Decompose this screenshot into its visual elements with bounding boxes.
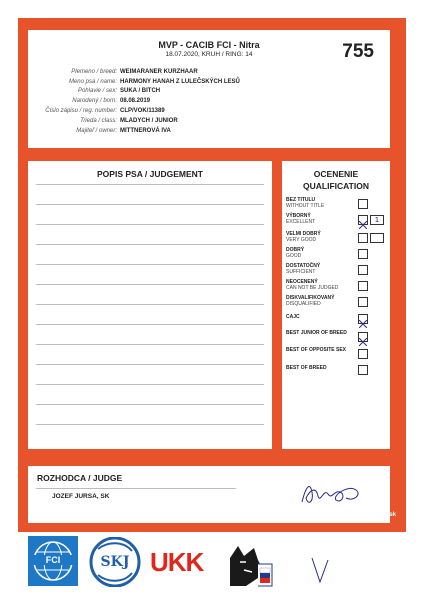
judge-name: JOZEF JURSA, SK	[52, 493, 110, 500]
fci-logo	[28, 536, 78, 586]
dog-info-panel	[28, 30, 390, 148]
grade-without-title	[282, 197, 390, 213]
skj-logo	[86, 537, 144, 587]
writing-line	[36, 404, 264, 405]
skj-logo-text: SKJ	[100, 554, 130, 570]
info-label: Majiteľ / owner:	[76, 128, 117, 134]
info-value: HARMONY HANAH Z LULEČSKÝCH LESŮ	[120, 79, 240, 85]
check-mark-icon	[359, 320, 367, 328]
dog-club-logo	[222, 538, 276, 590]
writing-line	[36, 204, 264, 205]
writing-line	[36, 344, 264, 345]
title-rule	[36, 488, 236, 489]
grade-label: BEZ TITULU	[286, 197, 316, 203]
ink-check-mark	[310, 556, 330, 586]
event-date-ring: 18.07.2020, KRUH / RING: 14	[165, 51, 253, 58]
info-label: Pohlavie / sex:	[77, 88, 117, 94]
grade-cajc	[282, 314, 390, 330]
info-label: Meno psa / name:	[68, 79, 117, 85]
grade-checkbox[interactable]	[358, 199, 368, 209]
judge-signature	[296, 476, 366, 510]
grade-disqualified	[282, 295, 390, 311]
grade-checkbox[interactable]	[358, 349, 368, 359]
grade-sublabel: EXCELLENT	[286, 219, 316, 225]
info-label: Narodený / born:	[72, 98, 117, 104]
title-rule	[36, 184, 264, 185]
grade-checkbox[interactable]	[358, 281, 368, 291]
info-value: MITTNEROVÁ IVA	[120, 128, 171, 134]
grade-checkbox[interactable]	[358, 265, 368, 275]
grade-checkbox[interactable]	[358, 297, 368, 307]
grade-label: DOBRÝ	[286, 247, 305, 253]
grade-label: DISKVALIFIKOVANÝ	[286, 295, 335, 301]
grade-label: BEST JUNIOR OF BREED	[286, 330, 347, 336]
placement-box[interactable]: 1	[370, 215, 384, 225]
grade-best-of-breed	[282, 365, 390, 381]
info-value: SUKA / BITCH	[120, 88, 161, 94]
judge-panel	[28, 466, 390, 523]
judge-title: ROZHODCA / JUDGE	[37, 473, 123, 483]
grade-label: VÝBORNÝ	[286, 213, 311, 219]
fci-logo-text: FCI	[28, 555, 78, 565]
judgement-panel	[28, 161, 272, 449]
ukk-logo	[150, 539, 220, 585]
placement-box[interactable]	[370, 233, 384, 243]
info-value: 08.08.2019	[120, 98, 151, 104]
grade-checkbox[interactable]	[358, 365, 368, 375]
grade-checkbox[interactable]	[358, 332, 368, 342]
grade-sublabel: GOOD	[286, 253, 302, 259]
info-value: WEIMARANER KURZHAAR	[120, 69, 198, 75]
info-label: Plemeno / breed:	[71, 69, 117, 75]
grade-sufficient	[282, 263, 390, 279]
event-title: MVP - CACIB FCI - Nitra	[158, 40, 260, 50]
grade-label: DOSTATOČNÝ	[286, 263, 321, 269]
qualification-title-sk: OCENENIE	[313, 169, 359, 179]
qualification-title-en: QUALIFICATION	[303, 181, 369, 191]
grade-label: BEST OF BREED	[286, 365, 327, 371]
grade-label: BEST OF OPPOSITE SEX	[286, 347, 347, 353]
grade-not-judged	[282, 279, 390, 295]
writing-line	[36, 244, 264, 245]
grade-checkbox[interactable]	[358, 215, 368, 225]
grade-best-junior	[282, 330, 390, 346]
grade-checkbox[interactable]	[358, 314, 368, 324]
writing-line	[36, 424, 264, 425]
grade-excellent	[282, 213, 390, 229]
check-mark-icon	[359, 221, 367, 229]
catalog-number: 755	[342, 41, 374, 62]
grade-good	[282, 247, 390, 263]
info-label: Trieda / class:	[80, 118, 117, 124]
writing-line	[36, 324, 264, 325]
judgement-title: POPIS PSA / JUDGEMENT	[97, 169, 203, 179]
grade-sublabel: SUFFICIENT	[286, 269, 316, 275]
writing-line	[36, 384, 264, 385]
grade-checkbox[interactable]	[358, 233, 368, 243]
grade-best-opposite-sex	[282, 347, 390, 363]
grade-label: NEOCENENÝ	[286, 279, 318, 285]
writing-line	[36, 304, 264, 305]
writing-line	[36, 224, 264, 225]
grade-label: CAJC	[286, 314, 300, 320]
grade-sublabel: VERY GOOD	[286, 237, 317, 243]
check-mark-icon	[359, 338, 367, 346]
writing-line	[36, 264, 264, 265]
qualification-panel	[282, 161, 390, 449]
info-value: CLP/VOK/11389	[120, 108, 165, 114]
info-value: MLADYCH / JUNIOR	[120, 118, 178, 124]
grade-sublabel: CAN NOT BE JUDGED	[286, 285, 339, 291]
website-url[interactable]: www.dogshow.sk	[346, 512, 396, 518]
writing-line	[36, 364, 264, 365]
grade-sublabel: WITHOUT TITLE	[286, 203, 325, 209]
info-label: Číslo zápisu / reg. number:	[45, 108, 117, 114]
grade-label: VELMI DOBRÝ	[286, 231, 321, 237]
grade-sublabel: DISQUALIFIED	[286, 301, 321, 307]
grade-checkbox[interactable]	[358, 249, 368, 259]
writing-line	[36, 284, 264, 285]
ukk-logo-text: UKK	[150, 547, 204, 577]
grade-very-good	[282, 231, 390, 247]
